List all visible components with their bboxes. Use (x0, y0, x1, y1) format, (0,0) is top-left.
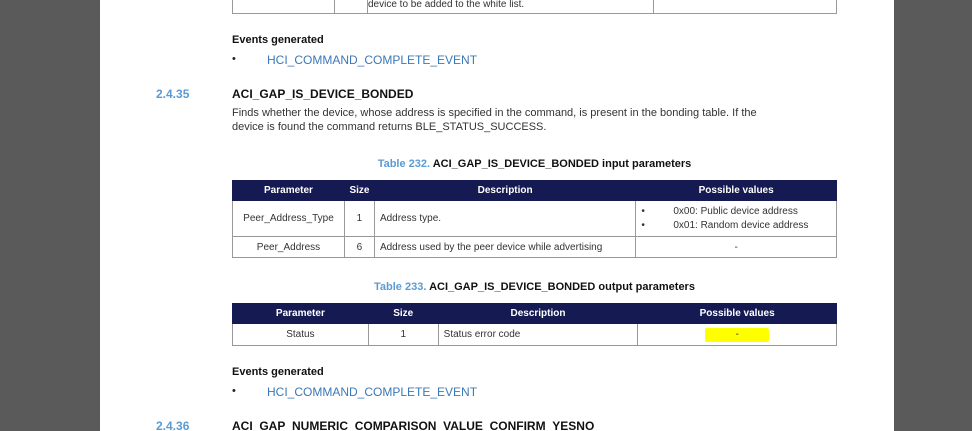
cell-size: 1 (344, 201, 374, 237)
cell-possible-values (638, 324, 837, 346)
events-heading: Events generated (232, 366, 324, 378)
event-link-hci-command-complete[interactable]: HCI_COMMAND_COMPLETE_EVENT (267, 53, 478, 67)
table-row (233, 324, 837, 346)
highlighted-value: - (705, 328, 769, 342)
possible-value-item: • 0x01: Random device address (641, 219, 831, 233)
cell-description: Status error code (438, 324, 638, 346)
section-number: 2.4.35 (156, 87, 190, 101)
prev-table-fragment (232, 0, 837, 14)
table-232-title: ACI_GAP_IS_DEVICE_BONDED input parameters (432, 158, 692, 170)
table-233-title: ACI_GAP_IS_DEVICE_BONDED output parameters (429, 281, 695, 293)
header-description: Description (374, 181, 635, 201)
header-possible-values: Possible values (636, 181, 837, 201)
event-link-hci-command-complete[interactable]: HCI_COMMAND_COMPLETE_EVENT (267, 385, 478, 399)
cell-parameter: Peer_Address (233, 237, 345, 258)
section-description-line2: device is found the command returns BLE_STATUS_SUCCESS. (232, 121, 547, 133)
events-heading: Events generated (232, 34, 324, 46)
bullet: • (232, 53, 236, 65)
next-section-title: ACI_GAP_NUMERIC_COMPARISON_VALUE_CONFIRM_YESNO (232, 419, 595, 431)
next-section-number: 2.4.36 (156, 419, 190, 431)
possible-value-item: • 0x00: Public device address (641, 205, 831, 219)
document-page (100, 0, 894, 431)
header-parameter: Parameter (233, 304, 369, 324)
cell-size: 6 (344, 237, 374, 258)
table-header-row (233, 181, 837, 201)
section-title: ACI_GAP_IS_DEVICE_BONDED (232, 87, 414, 101)
header-possible-values: Possible values (638, 304, 837, 324)
cell-parameter: Status (233, 324, 369, 346)
cell-size: 1 (368, 324, 438, 346)
header-size: Size (368, 304, 438, 324)
table-232-number: Table 232. (377, 158, 431, 170)
table-232-input-parameters (232, 180, 837, 258)
table-row (233, 237, 837, 258)
cell-possible-values (636, 201, 837, 237)
header-size: Size (344, 181, 374, 201)
table-233-output-parameters (232, 303, 837, 346)
cell-description: Address type. (374, 201, 635, 237)
table-233-number: Table 233. (374, 281, 427, 293)
prev-table-cell-text: device to be added to the white list. (368, 0, 525, 10)
cell-description: Address used by the peer device while advertising (374, 237, 635, 258)
header-parameter: Parameter (233, 181, 345, 201)
section-description-line1: Finds whether the device, whose address is specified in the command, is present in the bonding table. If the (232, 107, 757, 119)
bullet: • (232, 385, 236, 397)
table-233-caption (232, 281, 837, 293)
table-header-row (233, 304, 837, 324)
header-description: Description (438, 304, 638, 324)
table-row (233, 201, 837, 237)
table-232-caption (232, 158, 837, 170)
cell-parameter: Peer_Address_Type (233, 201, 345, 237)
cell-possible-values: - (636, 237, 837, 258)
